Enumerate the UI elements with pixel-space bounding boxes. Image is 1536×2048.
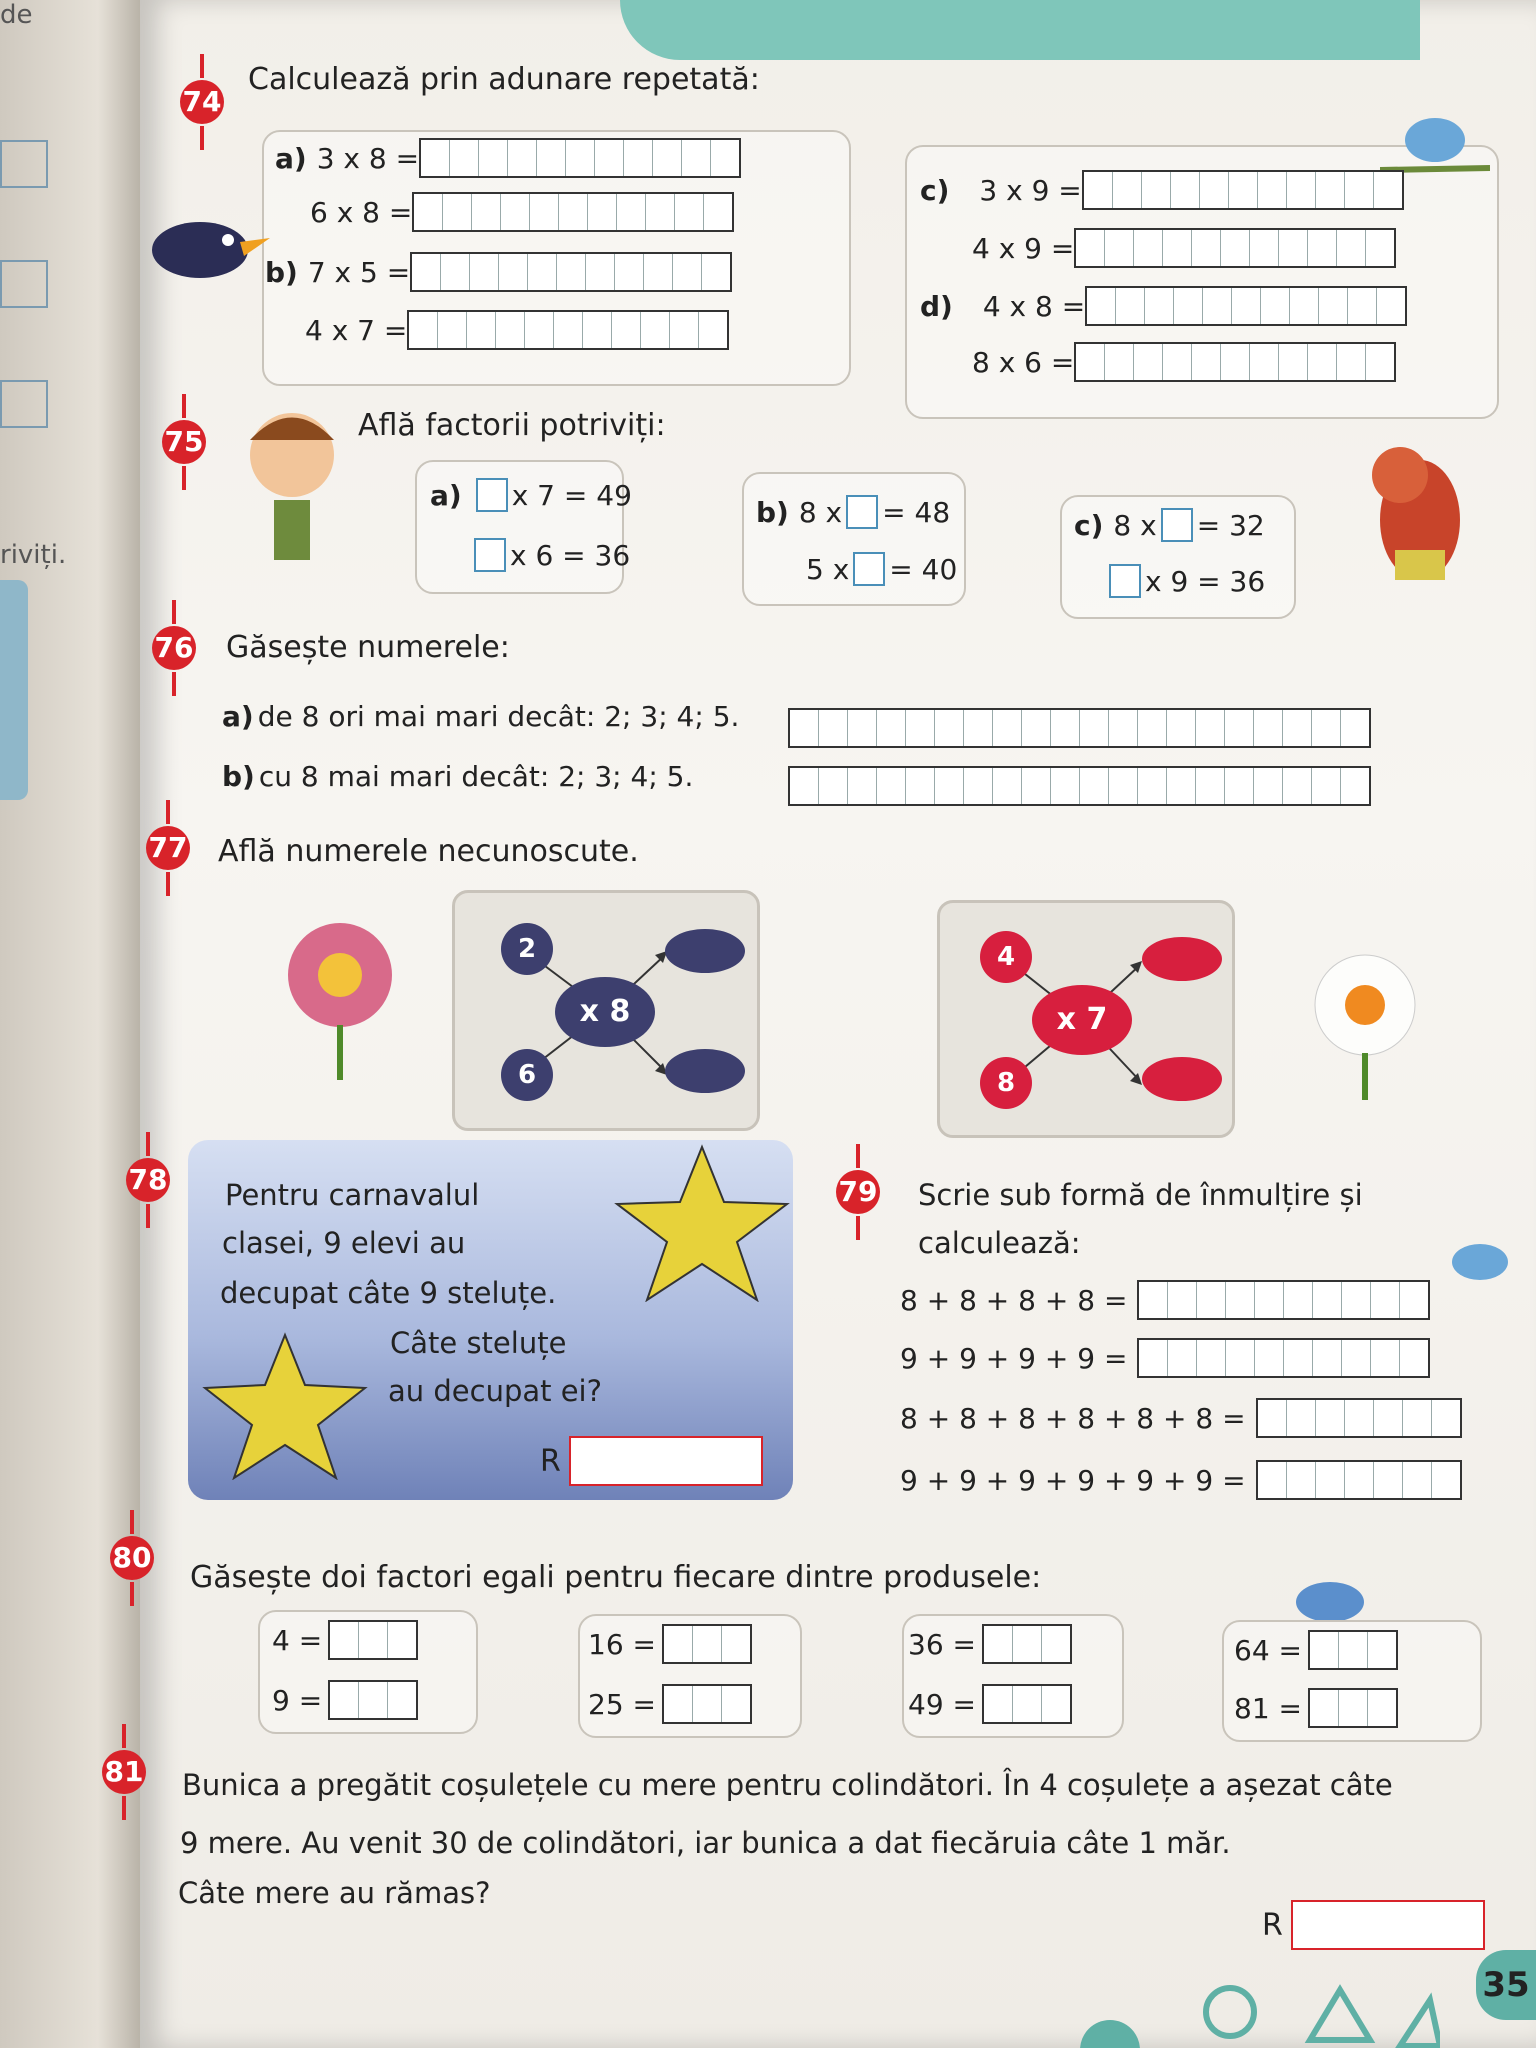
exercise-80-row	[1234, 1688, 1398, 1728]
item-label: a)	[275, 141, 307, 175]
exercise-74-row	[305, 310, 729, 350]
multiplication-expression: 7 x 5 =	[307, 255, 411, 289]
answer-box[interactable]	[569, 1436, 763, 1486]
white-flower-illustration	[1300, 950, 1430, 1100]
product-label: 64 =	[1234, 1633, 1302, 1667]
exercise-number-75: 75	[162, 420, 206, 464]
answer-grid[interactable]	[788, 708, 1371, 748]
exercise-80-row	[1234, 1630, 1398, 1670]
exercise-76-b-text: cu 8 mai mari decât: 2; 3; 4; 5.	[258, 760, 694, 793]
exercise-76-b-grid-row	[788, 766, 1371, 806]
answer-box[interactable]	[1161, 508, 1193, 542]
equation-text: x 9 = 36	[1145, 564, 1266, 598]
number-circle-2: 2	[501, 923, 553, 975]
header-band	[620, 0, 1420, 60]
exercise-76-a-grid-row	[788, 708, 1371, 748]
exercise-76-a	[222, 700, 739, 733]
item-label: b)	[222, 760, 255, 793]
bird-illustration	[140, 200, 270, 290]
answer-grid[interactable]	[788, 766, 1371, 806]
exercise-79-title: Scrie sub formă de înmulțire și	[918, 1178, 1363, 1212]
exercise-74-row	[310, 192, 734, 232]
page-fragment-riviti: riviți.	[0, 540, 67, 570]
product-label: 81 =	[1234, 1691, 1302, 1725]
answer-grid[interactable]	[410, 252, 732, 292]
page-fragment-de: de	[0, 0, 33, 30]
exercise-75-c-row1	[1074, 508, 1265, 542]
exercise-79-row	[900, 1398, 1462, 1438]
answer-label: R	[1262, 1907, 1283, 1943]
equation-text: = 40	[889, 552, 958, 586]
item-label: a)	[222, 700, 254, 733]
item-label: b)	[756, 495, 789, 529]
exercise-78-question: au decupat ei?	[388, 1374, 603, 1408]
exercise-78-line: decupat câte 9 steluțe.	[220, 1276, 557, 1310]
answer-grid[interactable]	[328, 1620, 418, 1660]
product-label: 36 =	[908, 1627, 976, 1661]
exercise-80-row	[272, 1620, 418, 1660]
multiplication-expression: 3 x 9 =	[979, 173, 1082, 207]
multiplication-expression: 6 x 8 =	[310, 195, 413, 229]
addition-expression: 8 + 8 + 8 + 8 =	[900, 1283, 1128, 1317]
operation-flower-x7: x 7	[1032, 985, 1132, 1055]
answer-grid[interactable]	[1074, 228, 1396, 268]
exercise-74-row	[265, 252, 732, 292]
exercise-78-question: Câte steluțe	[390, 1326, 567, 1360]
exercise-76-title: Găsește numerele:	[226, 630, 510, 665]
exercise-number-79: 79	[836, 1170, 880, 1214]
exercise-80-row	[272, 1680, 418, 1720]
answer-box[interactable]	[1109, 564, 1141, 598]
exercise-76-a-text: de 8 ori mai mari decât: 2; 3; 4; 5.	[257, 700, 740, 733]
addition-expression: 8 + 8 + 8 + 8 + 8 + 8 =	[900, 1401, 1246, 1435]
exercise-number-76: 76	[152, 626, 196, 670]
equation-text: 8 x	[798, 495, 843, 529]
answer-oval[interactable]	[665, 929, 745, 973]
answer-label: R	[540, 1443, 561, 1479]
product-label: 4 =	[272, 1623, 323, 1657]
answer-grid[interactable]	[1082, 170, 1404, 210]
exercise-81-line: 9 mere. Au venit 30 de colindători, iar bunica a dat fiecăruia câte 1 măr.	[180, 1826, 1231, 1860]
equation-text: 5 x	[806, 552, 850, 586]
answer-oval[interactable]	[665, 1049, 745, 1093]
exercise-77-title: Află numerele necunoscute.	[218, 834, 639, 869]
item-label: c)	[1074, 508, 1104, 542]
product-label: 49 =	[908, 1687, 976, 1721]
multiplication-expression: 4 x 9 =	[972, 231, 1075, 265]
answer-grid[interactable]	[1256, 1398, 1462, 1438]
number-circle-4: 4	[980, 931, 1032, 983]
exercise-79-row	[900, 1338, 1430, 1378]
answer-grid[interactable]	[1256, 1460, 1462, 1500]
answer-box-fragment	[0, 380, 48, 428]
answer-grid[interactable]	[1137, 1338, 1430, 1378]
multiplication-expression: 8 x 6 =	[972, 345, 1075, 379]
answer-grid[interactable]	[1085, 286, 1407, 326]
multiplication-expression: 4 x 7 =	[305, 313, 408, 347]
exercise-79-row	[900, 1280, 1430, 1320]
bluebird-illustration	[1440, 1236, 1520, 1286]
exercise-78-line: clasei, 9 elevi au	[222, 1226, 466, 1260]
answer-box[interactable]	[846, 495, 878, 529]
exercise-76-b	[222, 760, 693, 793]
exercise-74-row	[972, 228, 1396, 268]
answer-grid[interactable]	[662, 1624, 752, 1664]
answer-grid[interactable]	[407, 310, 729, 350]
exercise-number-81: 81	[102, 1750, 146, 1794]
equation-text: 8 x	[1113, 508, 1157, 542]
exercise-75-b-row1	[756, 495, 950, 529]
equation-text: x 6 = 36	[510, 538, 631, 572]
exercise-74-row	[920, 170, 1404, 210]
exercise-81-line: Câte mere au rămas?	[178, 1876, 491, 1910]
item-label: a)	[430, 478, 462, 512]
exercise-79-title: calculează:	[918, 1226, 1081, 1260]
answer-box[interactable]	[853, 552, 885, 586]
product-label: 9 =	[272, 1683, 323, 1717]
exercise-81-answer	[1262, 1900, 1485, 1950]
equation-text: x 7 = 49	[511, 478, 632, 512]
answer-grid[interactable]	[328, 1680, 418, 1720]
item-label: b)	[265, 255, 298, 289]
page-number: 35	[1476, 1950, 1536, 2020]
product-label: 16 =	[588, 1627, 656, 1661]
exercise-75-a-row1	[430, 478, 632, 512]
addition-expression: 9 + 9 + 9 + 9 =	[900, 1341, 1128, 1375]
page-tab	[0, 580, 28, 800]
exercise-80-row	[588, 1684, 752, 1724]
exercise-80-row	[588, 1624, 752, 1664]
exercise-80-row	[908, 1624, 1072, 1664]
exercise-81-line: Bunica a pregătit coșulețele cu mere pentru colindători. În 4 coșulețe a așezat câte	[182, 1768, 1393, 1802]
exercise-74-row	[920, 286, 1407, 326]
operation-flower-x8: x 8	[555, 977, 655, 1047]
bluebird-illustration	[1380, 100, 1490, 180]
exercise-78-answer	[540, 1436, 763, 1486]
answer-grid[interactable]	[662, 1684, 752, 1724]
exercise-75-b-row2	[806, 552, 957, 586]
answer-grid[interactable]	[982, 1684, 1072, 1724]
boy-illustration	[232, 400, 352, 570]
exercise-number-74: 74	[180, 80, 224, 124]
exercise-78-line: Pentru carnavalul	[225, 1178, 480, 1212]
diagram-left	[452, 890, 760, 1131]
product-label: 25 =	[588, 1687, 656, 1721]
answer-grid[interactable]	[1137, 1280, 1430, 1320]
answer-grid[interactable]	[1308, 1688, 1398, 1728]
item-label: d)	[920, 289, 953, 323]
answer-grid[interactable]	[1308, 1630, 1398, 1670]
answer-box-fragment	[0, 260, 48, 308]
addition-expression: 9 + 9 + 9 + 9 + 9 + 9 =	[900, 1463, 1246, 1497]
star-illustration	[612, 1142, 792, 1302]
shapes-decoration	[1020, 1950, 1440, 2048]
answer-box[interactable]	[476, 478, 508, 512]
exercise-80-title: Găsește doi factori egali pentru fiecare dintre produsele:	[190, 1560, 1042, 1595]
answer-grid[interactable]	[1074, 342, 1396, 382]
star-illustration	[200, 1330, 370, 1480]
answer-grid[interactable]	[412, 192, 734, 232]
equation-text: = 32	[1196, 508, 1265, 542]
exercise-75-title: Află factorii potriviți:	[358, 408, 666, 443]
item-label: c)	[920, 173, 950, 207]
exercise-75-a-row2	[470, 538, 630, 572]
number-circle-8: 8	[980, 1057, 1032, 1109]
exercise-number-80: 80	[110, 1536, 154, 1580]
exercise-79-row	[900, 1460, 1462, 1500]
exercise-74-row	[972, 342, 1396, 382]
diagram-right	[937, 900, 1235, 1138]
exercise-number-77: 77	[146, 826, 190, 870]
exercise-74-title: Calculează prin adunare repetată:	[248, 62, 760, 97]
exercise-80-row	[908, 1684, 1072, 1724]
multiplication-expression: 3 x 8 =	[316, 141, 420, 175]
previous-page-edge	[0, 0, 140, 2048]
answer-grid[interactable]	[419, 138, 741, 178]
fox-illustration	[1340, 430, 1490, 610]
answer-box-fragment	[0, 140, 48, 188]
equation-text: = 48	[882, 495, 951, 529]
number-circle-6: 6	[501, 1049, 553, 1101]
pink-flower-illustration	[270, 920, 410, 1080]
multiplication-expression: 4 x 8 =	[982, 289, 1086, 323]
exercise-74-row	[275, 138, 741, 178]
answer-box[interactable]	[474, 538, 506, 572]
answer-box[interactable]	[1291, 1900, 1485, 1950]
exercise-number-78: 78	[126, 1158, 170, 1202]
answer-grid[interactable]	[982, 1624, 1072, 1664]
answer-oval[interactable]	[1142, 937, 1222, 981]
exercise-75-c-row2	[1105, 564, 1265, 598]
answer-oval[interactable]	[1142, 1057, 1222, 1101]
